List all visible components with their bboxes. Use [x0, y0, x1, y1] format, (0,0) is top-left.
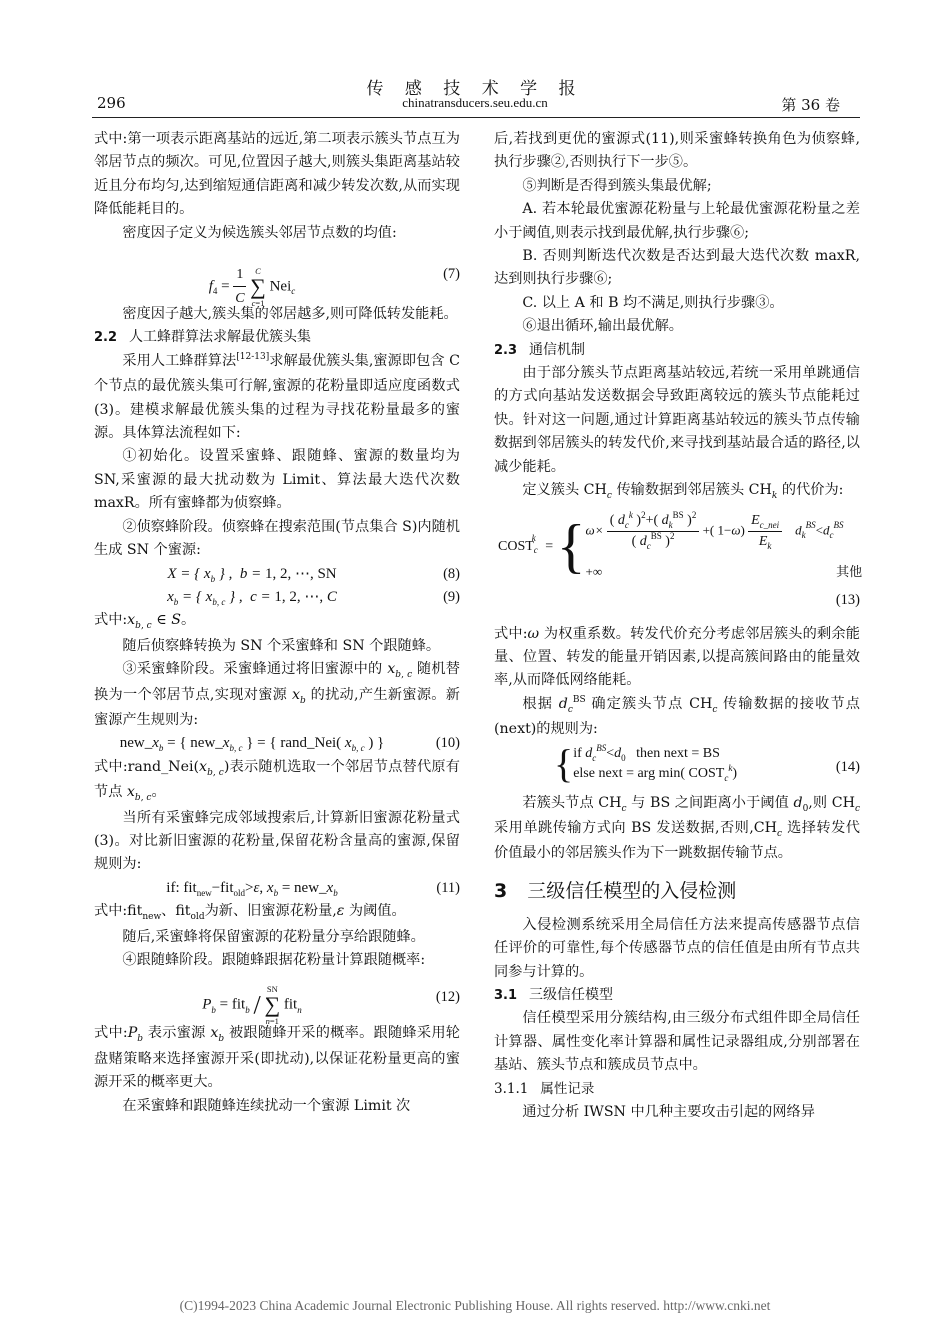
- paragraph: 由于部分簇头节点距离基站较远,若统一采用单跳通信的方式向基站发送数据会导致距离较远的簇头节点能耗过快。针对这一问题,通过计算距离基站较远的簇头节点传输数据到邻居簇头的转发代价,来寻找到基站最合适的路径,以减少能耗。: [494, 365, 860, 475]
- paragraph: 式中:第一项表示距离基站的远近,第二项表示簇头节点互为邻居节点的频次。可见,位置因子越大,则簇头集距离基站较近且分布均匀,达到缩短通信距离和减少转发次数,从而实现降低能耗目的。: [94, 131, 460, 218]
- paragraph: 密度因子越大,簇头集的邻居越多,则可降低转发能耗。: [122, 306, 458, 323]
- page-number: 296: [97, 94, 126, 112]
- equation-number: (14): [835, 758, 860, 775]
- paragraph: 式中$:x_{b, c}$ ∈ S。: [94, 612, 196, 632]
- chapter-heading-3: 3 三级信任模型的入侵检测: [494, 879, 737, 902]
- paragraph: 当所有采蜜蜂完成邻域搜索后,计算新旧蜜源花粉量式(3)。对比新旧蜜源的花粉量,保留花粉含量高的蜜源,保留规则为:: [94, 809, 460, 873]
- copyright-footer: (C)1994-2023 China Academic Journal Electronic Publishing House. All rights reserved. http://www.cnki.net: [179, 1298, 771, 1313]
- equation-9: $x_b$ = { $x_{b, c}$ } , c = 1, 2, ⋯, C (9): [94, 586, 460, 609]
- paragraph: ③采蜜蜂阶段。采蜜蜂通过将旧蜜源中的 $x_{b, c}$ 随机替换为一个邻居节点,实现对蜜源 $x_b$ 的扰动,产生新蜜源。新蜜源产生规则为:: [94, 661, 460, 728]
- paragraph: 式中$:P_b$ 表示蜜源 $x_b$ 被跟随蜂开采的概率。跟随蜂采用轮盘赌策略来选择蜜源开采(即扰动),以保证花粉量更高的蜜源开采的概率更大。: [94, 1025, 460, 1091]
- equation-number: (12): [435, 989, 460, 1006]
- subsection-heading-3-1-1: 3.1.1 属性记录: [494, 1080, 595, 1097]
- equation-8: X = { $x_b$ } , b = 1, 2, ⋯, SN (8): [94, 563, 460, 586]
- paragraph: ①初始化。设置采蜜蜂、跟随蜂、蜜源的数量均为 SN,采蜜源的最大扰动数为 Limit、算法最大迭代次数 maxR。所有蜜蜂都为侦察蜂。: [94, 448, 460, 512]
- equation-number: (11): [436, 879, 460, 896]
- journal-title: 传 感 技 术 学 报: [366, 79, 584, 99]
- paragraph: 信任模型采用分簇结构,由三级分布式组件即全局信任计算器、属性变化率计算器和属性记录器组成,分别部署在基站、簇头节点和簇成员节点中。: [494, 1010, 860, 1074]
- paragraph: 采用人工蜂群算法[12-13]求解最优簇头集,蜜源即包含 C 个节点的最优簇头集可行解,蜜源的花粉量即适应度函数式(3)。建模求解最优簇头集的过程为寻找花粉量最多的蜜源。具体算法流程如下:: [94, 351, 460, 442]
- left-column: [94, 128, 460, 1118]
- journal-url: chinatransducers.seu.edu.cn: [402, 95, 548, 110]
- paragraph: 定义簇头 $CH_c$ 传输数据到邻居簇头 $CH_k$ 的代价为:: [522, 482, 844, 502]
- equation-13: $COST_c^k$ = { ω× $\frac{( d_c^k )^2+( d_k^{BS} )^2}{( d_c^{BS} )^2}$ +( 1−ω) $\frac{E_{c\_nei}}{E_k}$ $d_k^{BS}<d_c^{BS}$ +∞ 其他 (13): [494, 505, 860, 623]
- equation-10: $new\_x_b$ = { $new\_x_{b, c}$ } = { rand_Nei( $x_{b, c}$ ) } (10): [94, 732, 460, 755]
- paragraph: 密度因子定义为候选簇头邻居节点数的均值:: [122, 224, 397, 241]
- equation-number: (9): [443, 588, 460, 605]
- paragraph: 若簇头节点 $CH_c$ 与 BS 之间距离小于阈值 $d_0$,则 $CH_c$ 采用单跳传输方式向 BS 发送数据,否则$,CH_c$ 选择转发代价值最小的邻居簇头作为下一跳数据传输节点。: [494, 794, 861, 862]
- equation-7: $f_4$ = $\frac{1}{C}$ C ∑ c=1 Nei$_c$ (7): [94, 245, 460, 303]
- equation-11: if: fit$_{new}$−fit$_{old}$>ε, $x_b$ = $new\_x_b$ (11): [94, 877, 460, 900]
- paragraph: ⑥退出循环,输出最优解。: [522, 318, 683, 335]
- equation-number: (13): [835, 591, 860, 608]
- equation-number: (8): [443, 565, 460, 582]
- paragraph: 通过分析 IWSN 中几种主要攻击引起的网络异: [522, 1104, 815, 1120]
- section-heading-2-2: 2.2 人工蜂群算法求解最优簇头集: [94, 329, 312, 346]
- paragraph: 根据 $d_c^{BS}$ 确定簇头节点 $CH_c$ 传输数据的接收节点(next)的规则为:: [494, 694, 860, 738]
- paragraph: 入侵检测系统采用全局信任方法来提高传感器节点信任评价的可靠性,每个传感器节点的信任值是由所有节点共同参与计算的。: [494, 916, 860, 980]
- citation: [12-13]: [236, 351, 270, 362]
- paragraph: B. 否则判断迭代次数是否达到最大迭代次数 maxR,达到则执行步骤⑥;: [494, 248, 860, 288]
- paragraph: ⑤判断是否得到簇头集最优解;: [522, 177, 712, 194]
- paragraph: 式中:ω 为权重系数。转发代价充分考虑邻居簇头的剩余能量、位置、转发的能量开销因素,以提高簇间路由的能量效率,从而降低网络能耗。: [494, 625, 860, 689]
- paragraph: 随后侦察蜂转换为 SN 个采蜜蜂和 SN 个跟随蜂。: [122, 637, 441, 654]
- section-heading-2-3: 2.3 通信机制: [494, 341, 586, 358]
- paragraph: A. 若本轮最优蜜源花粉量与上轮最优蜜源花粉量之差小于阈值,则表示找到最优解,执行步骤⑥;: [494, 201, 860, 241]
- paragraph: ④跟随蜂阶段。跟随蜂跟据花粉量计算跟随概率:: [122, 951, 426, 968]
- paragraph: 随后,采蜜蜂将保留蜜源的花粉量分享给跟随蜂。: [122, 928, 425, 945]
- equation-12: $P_b = fit_b$ / SN ∑ n=1 fit$_n$ (12): [202, 984, 460, 1027]
- paragraph: ②侦察蜂阶段。侦察蜂在搜索范围(节点集合 S)内随机生成 SN 个蜜源:: [94, 518, 460, 559]
- paragraph: 式中:fit$_{new}$、fit$_{old}$为新、旧蜜源花粉量,ε 为阈值。: [94, 903, 406, 923]
- paragraph: C. 以上 A 和 B 均不满足,则执行步骤③。: [522, 294, 784, 311]
- header-rule: [92, 117, 860, 118]
- paragraph: 在采蜜蜂和跟随蜂连续扰动一个蜜源 Limit 次: [122, 1097, 411, 1114]
- paragraph: 式中$:rand\_Nei(x_{b, c})$表示随机选取一个邻居节点替代原有节点 $x_{b, c}$。: [94, 758, 460, 804]
- equation-14: { if $d_c^{BS}<d_0$ then next = BS else next = arg min( $COST_c^k$) (14): [554, 740, 860, 786]
- equation-number: (10): [435, 735, 460, 752]
- paragraph: 后,若找到更优的蜜源式(11),则采蜜蜂转换角色为侦察蜂,执行步骤②,否则执行下一步⑤。: [494, 131, 860, 171]
- right-column: [494, 128, 863, 1124]
- section-heading-3-1: 3.1 三级信任模型: [494, 986, 614, 1003]
- equation-number: (7): [443, 266, 460, 283]
- volume-label: 第 36 卷: [781, 96, 840, 114]
